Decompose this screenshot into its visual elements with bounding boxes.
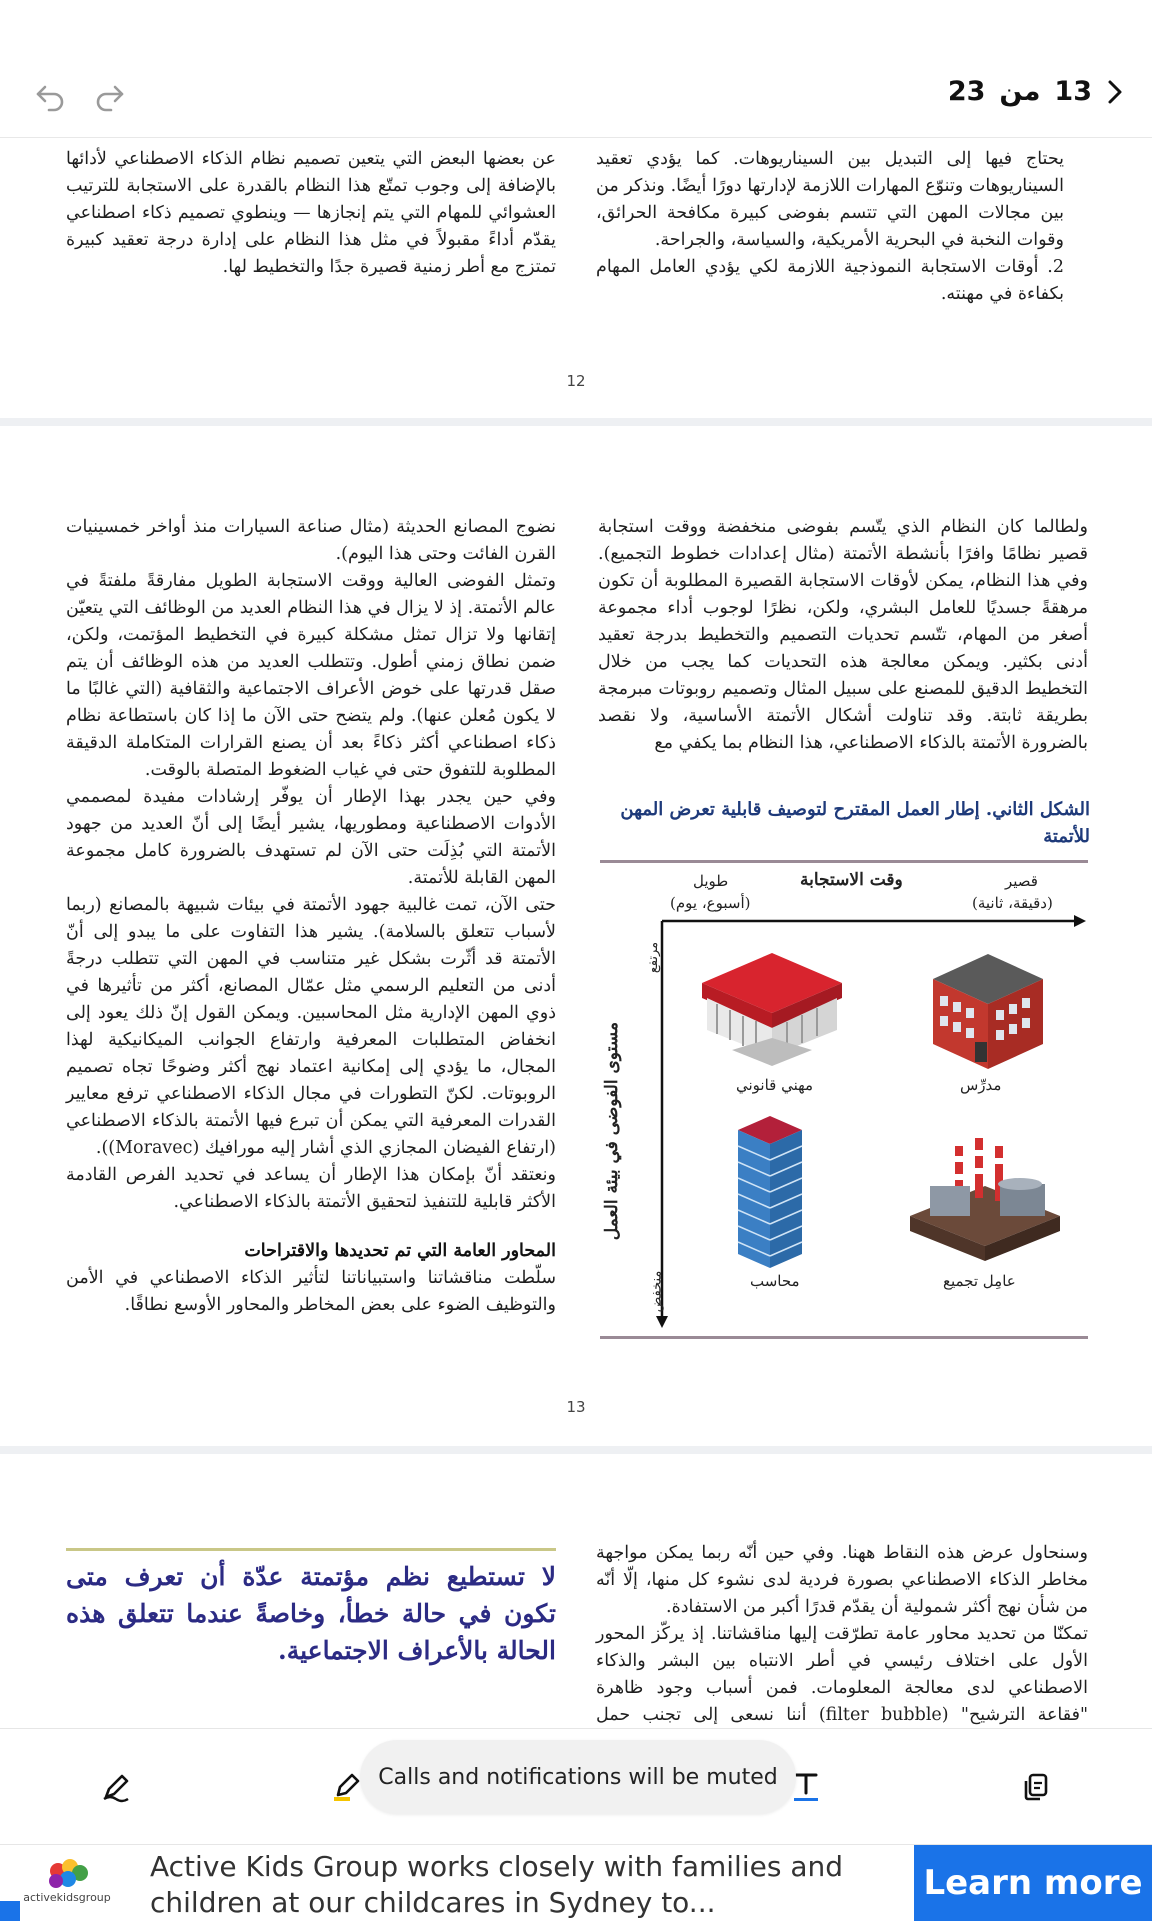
figure-top-rule	[600, 860, 1088, 863]
ad-text[interactable]: Active Kids Group works closely with families and children at our childcares in Sydney to...	[150, 1850, 843, 1919]
learn-more-button[interactable]: Learn more	[914, 1845, 1152, 1921]
page12-left-text: عن بعضها البعض التي يتعين تصميم نظام الذكاء الاصطناعي لأدائها بالإضافة إلى وجوب تمتّع هذا النظام بالقدرة على الاستجابة للترتيب العشوائي للمهام التي يتم إنجازها — وينطوي تصميم ذكاء اصطناعي يقدّم أداءً مقبولاً في مثل هذا النظام على إدارة درجة تعقيد كبيرة تمتزج مع أطر زمنية قصيرة جدًا والتخطيط لها.	[66, 149, 556, 277]
quote-rule	[66, 1548, 556, 1551]
page13-left-p1: نضوج المصانع الحديثة (مثال صناعة السيارات منذ أواخر خمسينيات القرن الفائت وحتى هذا اليوم).	[66, 517, 556, 564]
copy-icon[interactable]	[1014, 1765, 1058, 1809]
page-indicator[interactable]	[948, 76, 1124, 107]
label-accountant: محاسب	[750, 1272, 800, 1290]
x-axis-long-sub: (أسبوع، يوم)	[670, 894, 751, 912]
section-heading: المحاور العامة التي تم تحديدها والاقتراحات	[244, 1241, 556, 1261]
x-axis-short: قصير	[1005, 872, 1038, 890]
label-lawyer: مهني قانوني	[736, 1076, 814, 1094]
page12-right-item: 2. أوقات الاستجابة النموذجية اللازمة لكي يؤدي العامل المهام بكفاءة في مهنته.	[596, 257, 1064, 304]
x-axis-short-sub: (دقيقة، ثانية)	[972, 894, 1053, 912]
ad-logo-text: activekidsgroup	[23, 1891, 111, 1904]
page12-right-text: يحتاج فيها إلى التبديل بين السيناريوهات. كما يؤدي تعقيد السيناريوهات وتنوّع المهارات اللازمة لإدارتها دورًا أيضًا. ونذكر من بين مجالات المهن التي تتسم بفوضى كبيرة مكافحة الحرائق، وقوات النخبة في البحرية الأمريكية، والسياسة، والجراحة.	[596, 149, 1064, 250]
pen-icon[interactable]	[94, 1765, 138, 1809]
page14-right-column	[596, 1540, 1088, 1756]
page-14	[0, 1454, 1152, 1728]
notification-toast: Calls and notifications will be muted	[360, 1740, 796, 1814]
courthouse-image	[692, 938, 852, 1068]
page-of: من	[999, 76, 1041, 107]
school-building-image	[913, 934, 1063, 1074]
page-12	[0, 138, 1152, 420]
y-axis-high: مرتفع	[646, 941, 662, 974]
pull-quote: لا تستطيع نظم مؤتمتة عدّة أن تعرف متى تكون في حالة خطأ، وخاصةً عندما تتعلق هذه الحالة بالأعراف الاجتماعية.	[66, 1562, 556, 1665]
ad-logo[interactable]	[22, 1855, 112, 1911]
page13-left-p3: وفي حين يجدر بهذا الإطار أن يوفّر إرشادات مفيدة لمصممي الأدوات الاصطناعية ومطوريها، يشير أيضًا إلى أنّ العديد من جهود الأتمتة التي بُذِلَت حتى الآن لم تستهدف بالضرورة كامل مجموعة المهن القابلة للأتمتة.	[66, 787, 556, 888]
page-number: 12	[566, 372, 586, 390]
page13-left-p6: سلّطت مناقشاتنا واستبياناتنا لتأثير الذكاء الاصطناعي في الأمن والتوظيف الضوء على بعض المخاطر والمحاور الأوسع نطاقًا.	[66, 1268, 556, 1315]
page-separator	[0, 1446, 1152, 1454]
x-axis-title: وقت الاستجابة	[800, 870, 903, 890]
page-13	[0, 426, 1152, 1446]
page14-right-p1: وسنحاول عرض هذه النقاط ههنا. وفي حين أنّه ربما يمكن مواجهة مخاطر الذكاء الاصطناعي بصورة فردية لدى نشوء كل منها، إلّا أنّه من شأن نهج أكثر شمولية أن يقدّم قدرًا أكبر من الاستفادة.	[596, 1543, 1088, 1617]
page12-left-column	[66, 146, 556, 281]
chevron-right-icon[interactable]	[1106, 79, 1124, 105]
page13-right-column	[598, 514, 1088, 757]
page13-left-p5: ونعتقد أنّ بإمكان هذا الإطار أن يساعد في تحديد الفرص القادمة الأكثر قابلية للتنفيذ لتحقيق الأتمتة بالذكاء الاصطناعي.	[66, 1165, 556, 1212]
x-axis-long: طويل	[693, 872, 729, 890]
ad-banner[interactable]	[0, 1844, 1152, 1920]
page-current: 13	[1054, 76, 1092, 107]
label-teacher: مدرِّس	[960, 1076, 1002, 1094]
y-axis-title: مستوى الفوضى في بيئة العمل	[602, 1022, 622, 1241]
figure-title: الشكل الثاني. إطار العمل المقترح لتوصيف قابلية تعرض المهن للأتمتة	[620, 799, 1090, 847]
page-total: 23	[947, 76, 986, 107]
page13-left-p4: حتى الآن، تمت غالبية جهود الأتمتة في بيئات شبيهة بالمصانع (ربما لأسباب تتعلق بالسلامة). يشير هذا التفاوت على ما يبدو إلى أنّ الأتمتة قد أثّرت بشكل غير متناسب في المهن التي تتطلب درجةً أدنى من التعليم الرسمي مثل عمّال المصانع، أكثر من تأثيرها في ذوي المهن الإدارية مثل المحاسبين. ويمكن القول إنّ ذلك يعود إلى انخفاض المتطلبات المعرفية وارتفاع الجوانب الميكانيكية لهذا المجال، ما يؤدي إلى إمكانية اعتماد نهج أكثر وضوحًا تجاه تصميم الروبوتات. لكنّ التطورات في مجال الذكاء الاصطناعي ترفع معايير القدرات المعرفية التي يمكن أن تبرع فيها الأتمتة بالذكاء الاصطناعي (ارتفاع الفيضان المجازي الذي أشار إليه مورافيك (Moravec)).	[66, 895, 556, 1158]
factory-image	[900, 1126, 1070, 1276]
page-number: 13	[566, 1398, 586, 1416]
page13-left-p2: وتمثل الفوضى العالية ووقت الاستجابة الطويل مفارقةً ملفتةً في عالم الأتمتة. إذ لا يزال في هذا النظام العديد من الوظائف التي يتعيّن إتقانها ولا تزال تمثل مشكلة كبيرة في التخطيط المؤتمت، ولكن، ضمن نطاق زمني أطول. وتتطلب العديد من هذه الوظائف أن يتم صقل قدرتها على خوض الأعراف الاجتماعية والثقافية (التي غالبًا ما لا يكون مُعلن عنها). ولم يتضح حتى الآن ما إذا كان باستطاعة نظام ذكاء اصطناعي أكثر ذكاءً بعد أن يصنع القرارات المتكاملة الدقيقة المطلوبة للتفوق حتى في غياب الضغوط المتصلة بالوقت.	[66, 571, 556, 780]
page12-right-column	[596, 146, 1064, 308]
undo-icon[interactable]	[30, 76, 70, 116]
figure-bottom-rule	[600, 1336, 1088, 1339]
ad-choices-icon[interactable]	[0, 1901, 20, 1921]
page14-right-p2: تمكنّا من تحديد محاور عامة تطرّقت إليها مناقشاتنا. إذ يركّز المحور الأول على اختلاف رئيسي في أطر الانتباه بين البشر والذكاء الاصطناعي لدى معالجة المعلومات. فمن أسباب وجود ظاهرة "فقاعة الترشيح" (filter bubble) أننا نسعى إلى تجنب حمل	[596, 1624, 1089, 1725]
page13-left-column	[66, 514, 556, 1319]
office-tower-image	[730, 1112, 810, 1272]
label-assembly-worker: عامِل تجميع	[943, 1272, 1016, 1290]
top-bar	[0, 0, 1152, 138]
page-separator	[0, 418, 1152, 426]
page13-right-text: ولطالما كان النظام الذي يتّسم بفوضى منخفضة ووقت استجابة قصير نظامًا وافرًا بأنشطة الأتمتة (مثال إعدادات خطوط التجميع). وفي هذا النظام، يمكن لأوقات الاستجابة القصيرة المطلوبة أن تكون مرهقةً جسديًا للعامل البشري، ولكن، نظرًا لوجوب أداء مجموعة أصغر من المهام، تتّسم تحديات التصميم والتخطيط بدرجة تعقيد أدنى بكثير. ويمكن معالجة هذه التحديات كما يجب من خلال التخطيط الدقيق للمصنع على سبيل المثال وتصميم روبوتات مبرمجة بطريقة ثابتة. وقد تناولت أشكال الأتمتة الأساسية، ولا نقصد بالضرورة الأتمتة بالذكاء الاصطناعي، هذا النظام بما يكفي مع	[598, 517, 1088, 753]
redo-icon[interactable]	[90, 76, 130, 116]
y-axis-low: منخفض	[649, 1270, 665, 1313]
